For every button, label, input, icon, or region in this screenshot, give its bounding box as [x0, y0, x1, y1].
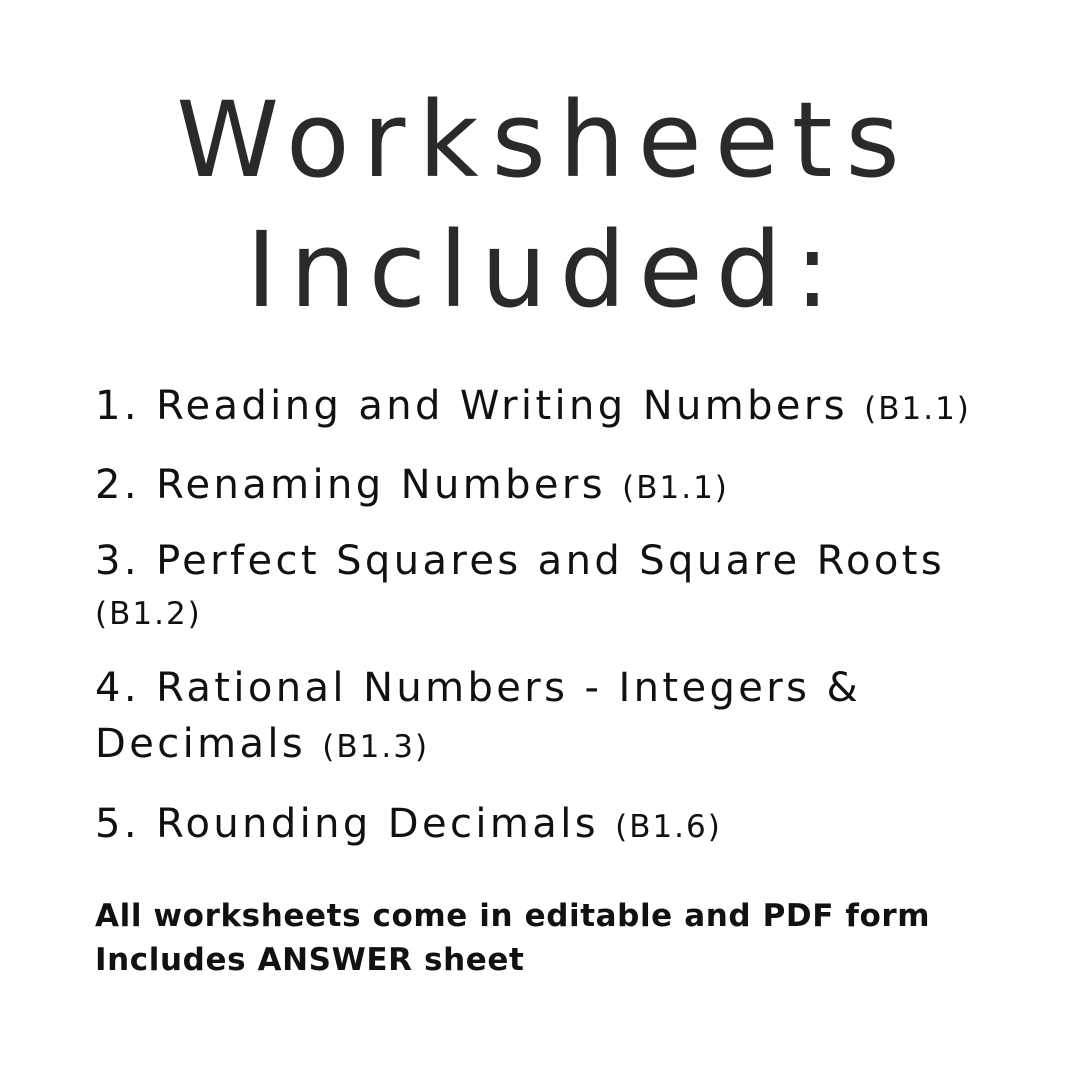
item-code: (B1.1)	[622, 470, 729, 506]
editable-pdf-note: All worksheets come in editable and PDF form	[95, 898, 931, 934]
item-code: (B1.2)	[95, 596, 202, 632]
item-code: (B1.1)	[864, 391, 971, 427]
list-item	[95, 796, 995, 855]
list-item	[95, 457, 995, 516]
item-code: (B1.6)	[615, 809, 722, 845]
list-item	[95, 378, 995, 437]
page-title-line2: Included:	[246, 209, 843, 331]
list-item	[95, 660, 895, 775]
item-text: 1. Reading and Writing Numbers	[95, 383, 849, 429]
answer-sheet-note: Includes ANSWER sheet	[95, 942, 525, 978]
item-code: (B1.3)	[322, 729, 430, 765]
item-text: 2. Renaming Numbers	[95, 462, 607, 508]
item-text: 3. Perfect Squares and Square Roots	[95, 538, 946, 584]
item-text: 4. Rational Numbers - Integers & Decimals	[95, 665, 862, 767]
page-title-line1: Worksheets	[176, 79, 913, 201]
list-item	[95, 536, 995, 639]
item-text: 5. Rounding Decimals	[95, 801, 599, 847]
